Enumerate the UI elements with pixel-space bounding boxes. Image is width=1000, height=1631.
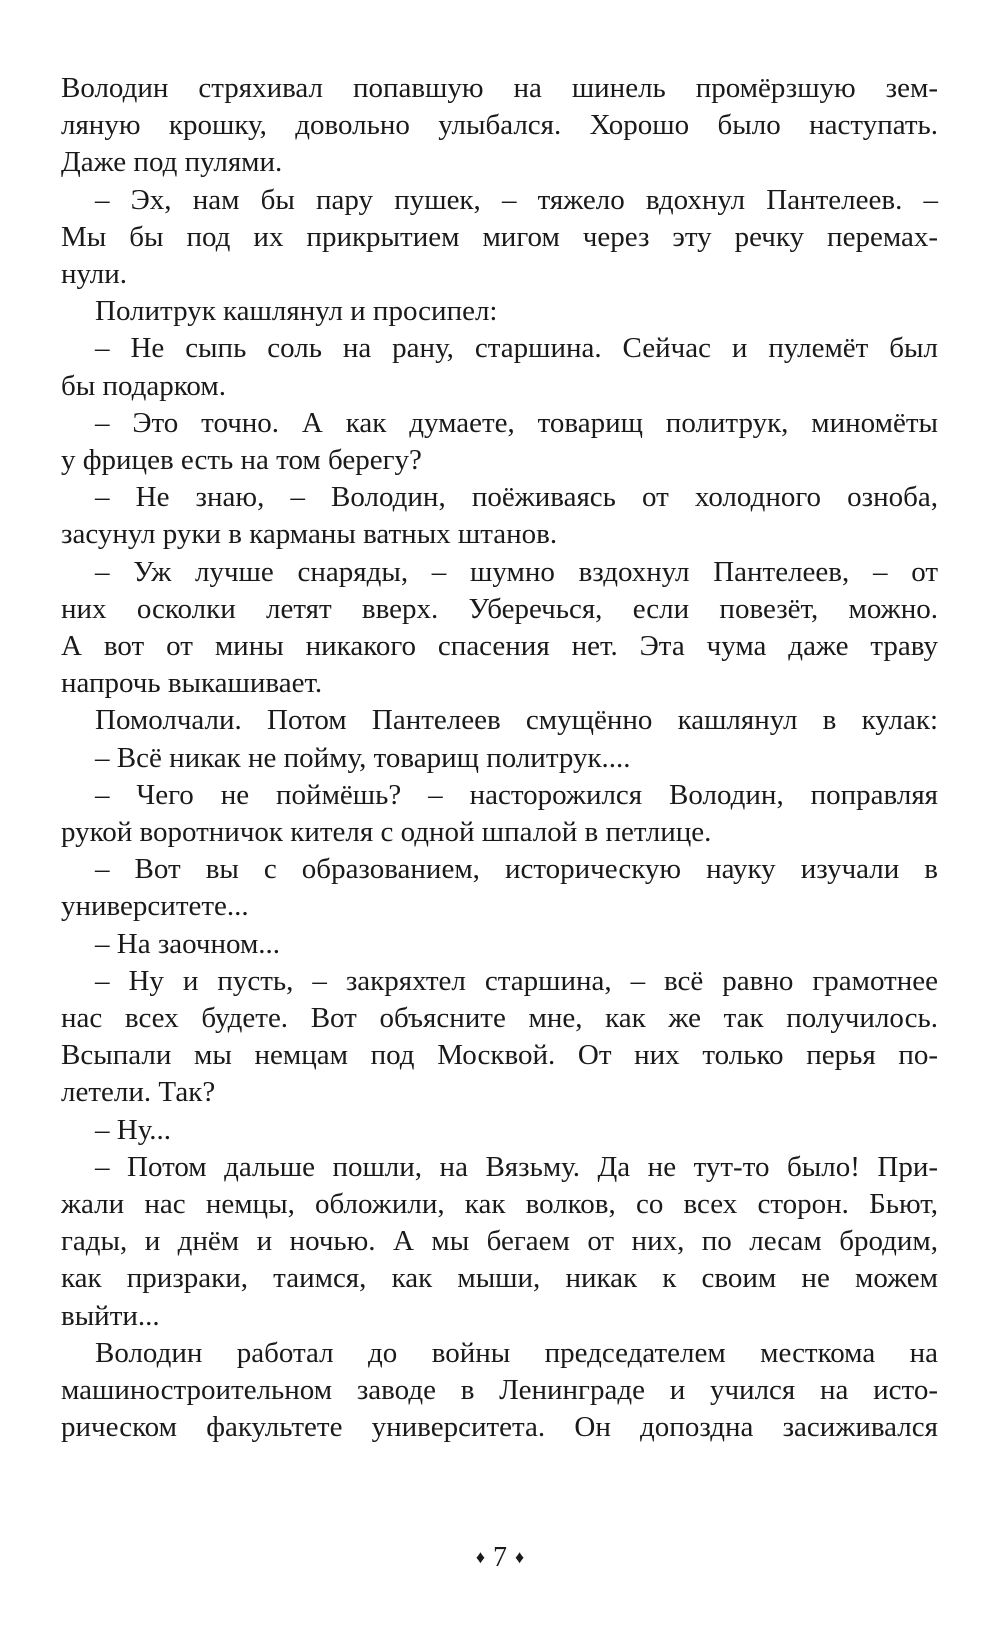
text-line: – Потом дальше пошли, на Вязьму. Да не тут-то было! При-	[95, 1150, 938, 1183]
text-line: – Эх, нам бы пару пушек, – тяжело вдохнул Пантелеев. –	[95, 183, 938, 216]
text-line: у фрицев есть на том берегу?	[61, 444, 422, 476]
diamond-ornament-right-icon: ♦	[515, 1546, 525, 1567]
text-line: рукой воротничок кителя с одной шпалой в петлице.	[61, 816, 712, 848]
text-line: – Чего не поймёшь? – насторожился Володин, поправляя	[95, 778, 938, 811]
text-line: Даже под пулями.	[61, 146, 283, 179]
text-line: выйти...	[61, 1299, 160, 1332]
text-line: нули.	[61, 258, 127, 290]
text-line: рическом факультете университета. Он допоздна засиживался	[61, 1411, 938, 1444]
text-line: – Ну...	[95, 1113, 172, 1146]
text-line: них осколки летят вверх. Уберечься, если повезёт, можно.	[61, 592, 938, 625]
text-line: А вот от мины никакого спасения нет. Эта чума даже траву	[61, 630, 938, 662]
page-footer	[0, 1540, 1000, 1578]
text-line: летели. Так?	[61, 1076, 216, 1109]
text-line: – Уж лучше снаряды, – шумно вздохнул Пантелеев, – от	[95, 555, 938, 588]
text-line: Всыпали мы немцам под Москвой. От них только перья по-	[61, 1039, 938, 1072]
text-line: Политрук кашлянул и просипел:	[95, 295, 498, 328]
text-line: засунул руки в карманы ватных штанов.	[61, 518, 558, 551]
text-line: нас всех будете. Вот объясните мне, как же так получилось.	[61, 1002, 938, 1034]
text-line: Володин работал до войны председателем месткома на	[95, 1336, 938, 1369]
text-line: машиностроительном заводе в Ленинграде и учился на исто-	[61, 1374, 938, 1406]
text-line: как призраки, таимся, как мыши, никак к своим не можем	[61, 1262, 938, 1295]
text-line: – Ну и пусть, – закряхтел старшина, – всё равно грамотнее	[95, 964, 938, 997]
text-line: – Не сыпь соль на рану, старшина. Сейчас и пулемёт был	[95, 332, 938, 365]
page-number: 7	[493, 1542, 507, 1573]
diamond-ornament-left-icon: ♦	[475, 1546, 485, 1567]
text-line: – Вот вы с образованием, историческую науку изучали в	[95, 853, 938, 886]
text-line: университете...	[61, 890, 249, 923]
text-line: Володин стряхивал попавшую на шинель промёрзшую зем-	[61, 72, 938, 104]
text-line: – На заочном...	[95, 927, 281, 960]
text-line: – Это точно. А как думаете, товарищ политрук, миномёты	[95, 406, 938, 439]
text-line: напрочь выкашивает.	[61, 667, 323, 700]
text-line: жали нас немцы, обложили, как волков, со всех сторон. Бьют,	[61, 1188, 938, 1220]
text-line: Помолчали. Потом Пантелеев смущённо кашлянул в кулак:	[95, 704, 938, 737]
text-line: гады, и днём и ночью. А мы бегаем от них, по лесам бродим,	[61, 1225, 938, 1258]
text-line: бы подарком.	[61, 369, 226, 402]
text-line: – Всё никак не пойму, товарищ политрук....	[95, 741, 631, 774]
text-line: ляную крошку, довольно улыбался. Хорошо было наступать.	[61, 109, 938, 142]
text-line: Мы бы под их прикрытием мигом через эту речку перемах-	[61, 220, 938, 253]
text-line: – Не знаю, – Володин, поёживаясь от холодного озноба,	[95, 481, 938, 514]
